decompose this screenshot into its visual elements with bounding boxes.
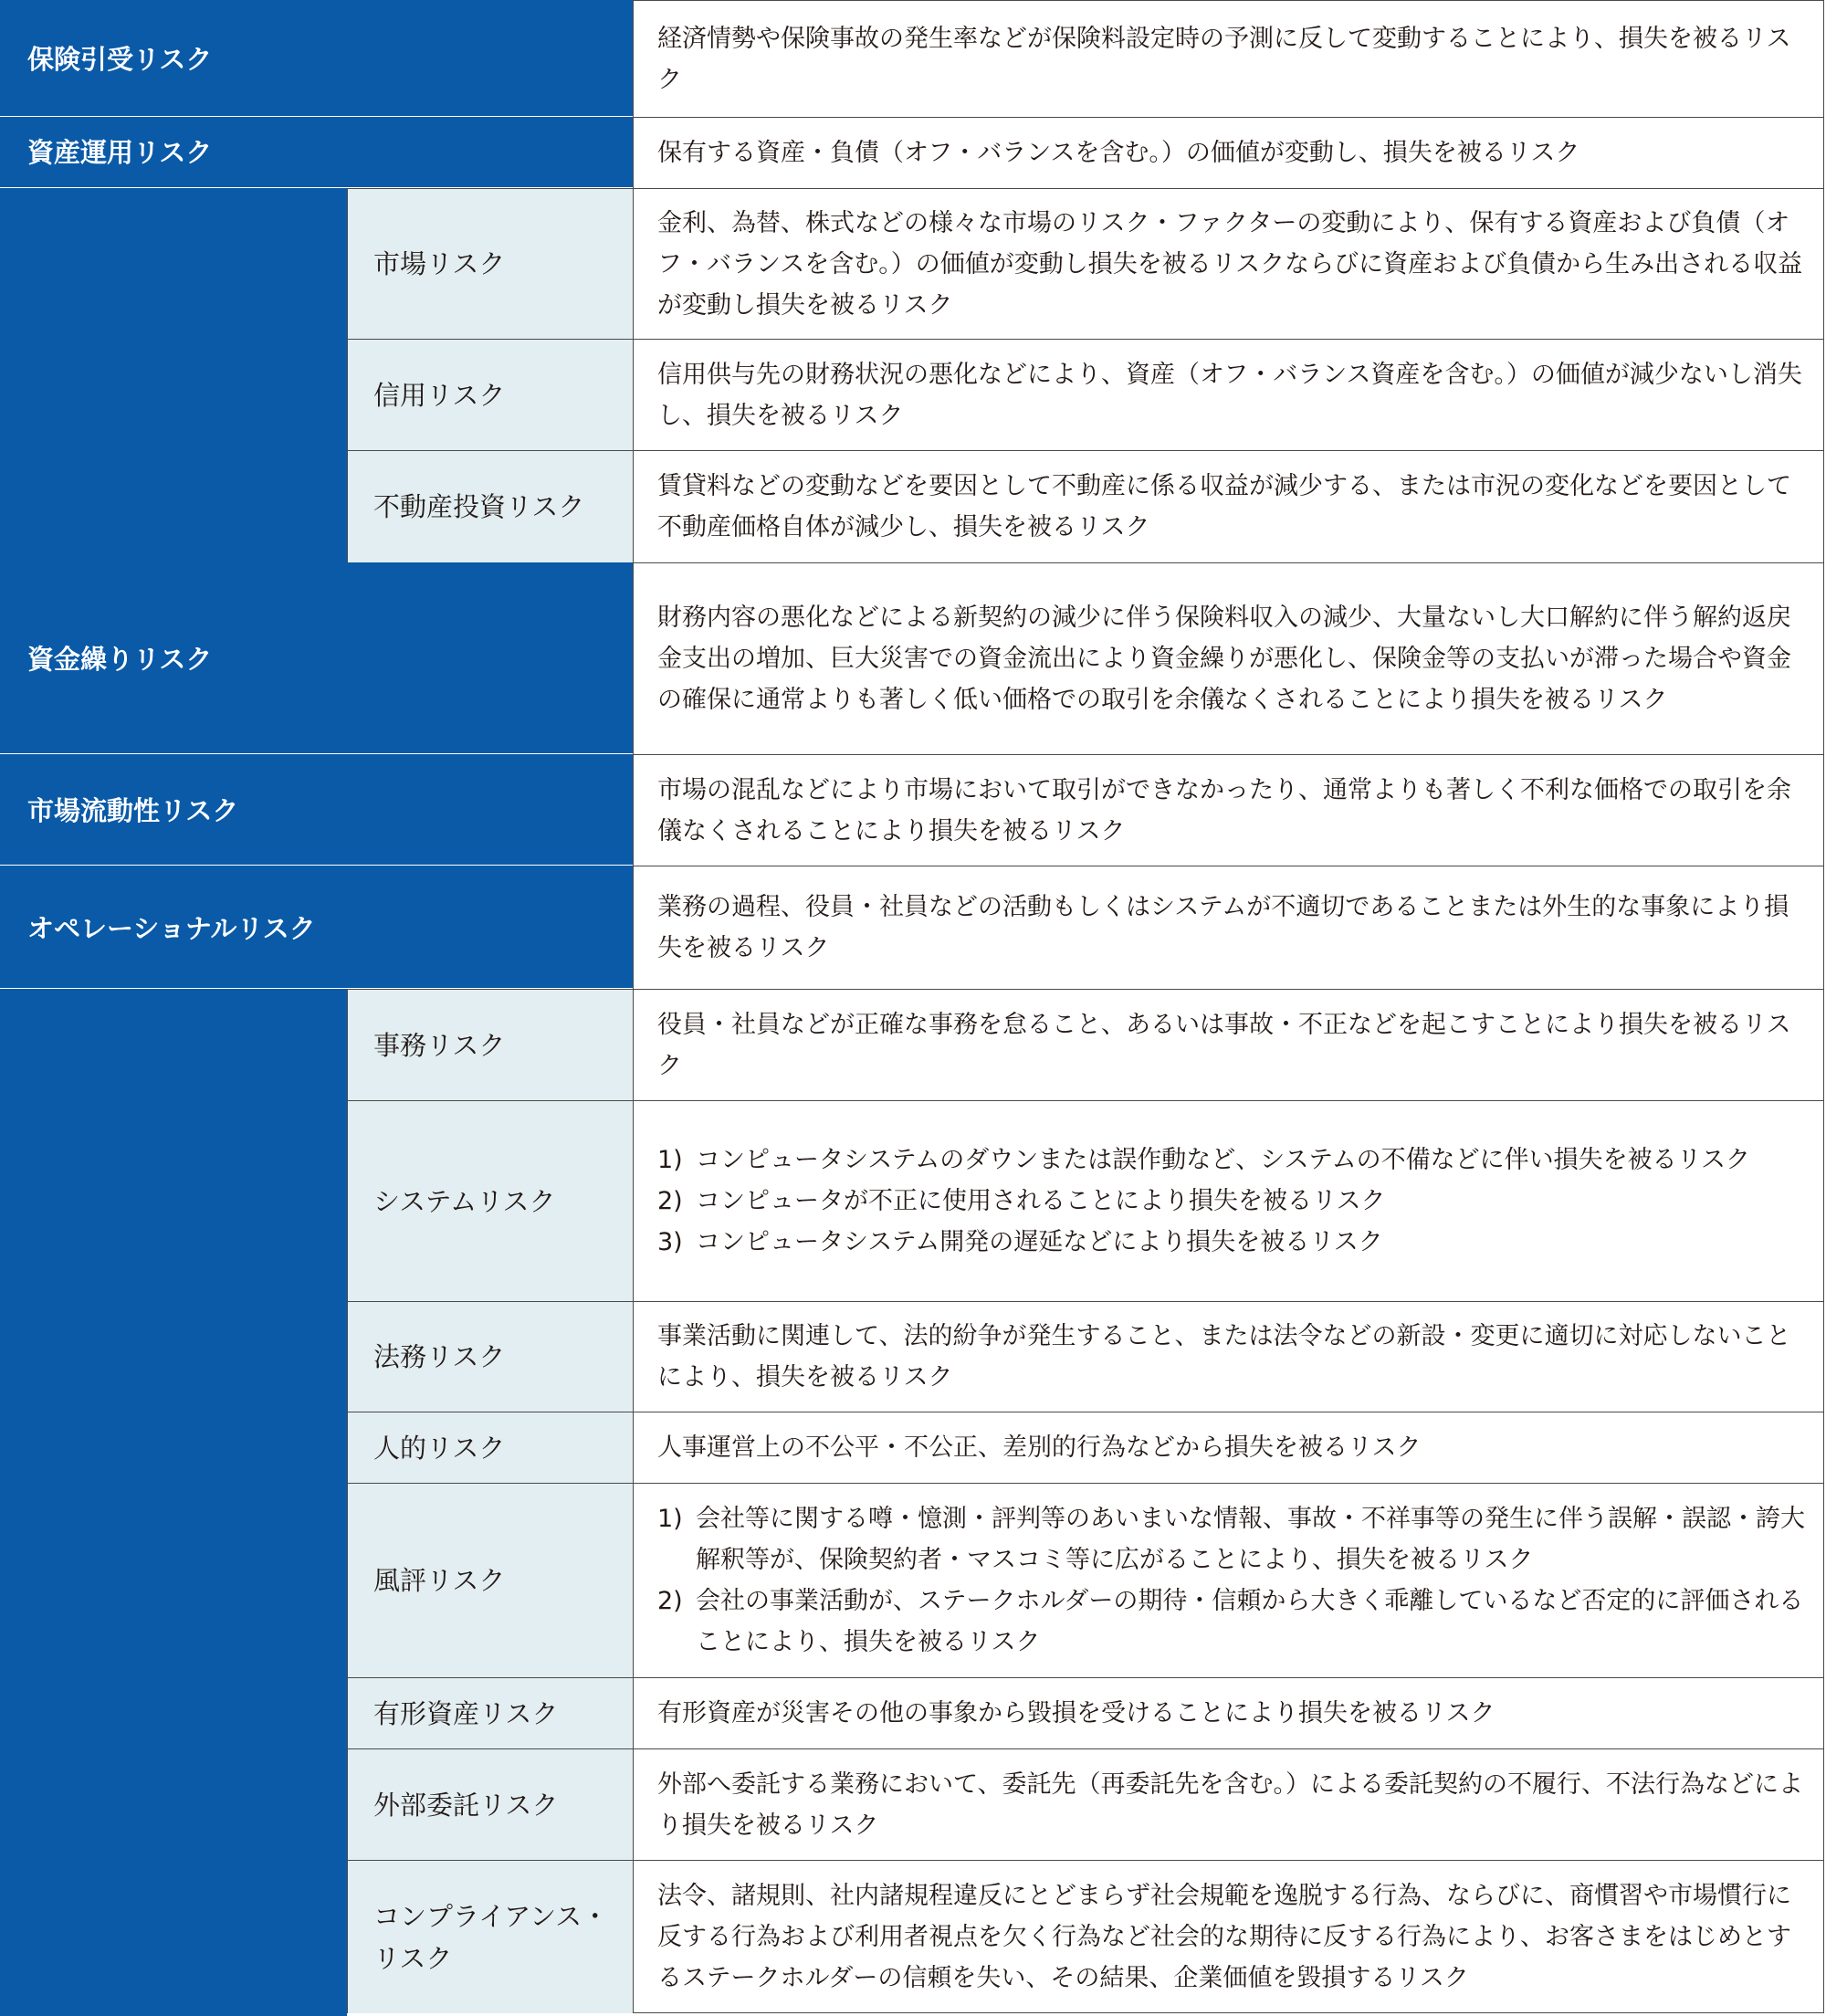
subcategory-label — [373, 1895, 608, 1979]
description-text: 法令、諸規則、社内諸規程違反にとどまらず社会規範を逸脱する行為、ならびに、商慣習や市場慣行に反する行為および利用者視点を欠く行為など社会的な期待に反する行為により、お客さまをはじめとするステークホルダーの信頼を失い、その結果、企業価値を毀損するリスク — [657, 1881, 1791, 1992]
description-market — [633, 188, 1824, 339]
subcategory-outsourcing — [347, 1748, 633, 1860]
category-underwriting — [0, 0, 633, 117]
list-text: 会社等に関する噂・憶測・評判等のあいまいな情報、事故・不祥事等の発生に伴う誤解・誤認・誇大解釈等が、保険契約者・マスコミ等に広がることにより、損失を被るリスク — [696, 1505, 1805, 1574]
subcategory-system — [347, 1100, 633, 1301]
list-text: 会社の事業活動が、ステークホルダーの期待・信頼から大きく乖離しているなど否定的に評価されることにより、損失を被るリスク — [696, 1587, 1804, 1656]
subcategory-label: 風評リスク — [373, 1565, 506, 1596]
category-panel-operational — [0, 989, 347, 2016]
subcategory-label: 不動産投資リスク — [373, 491, 585, 522]
subcategory-market — [347, 188, 633, 339]
list-item — [657, 1222, 1807, 1263]
description-system — [633, 1100, 1824, 1301]
list-text: コンピュータが不正に使用されることにより損失を被るリスク — [696, 1187, 1386, 1215]
category-operational — [0, 866, 633, 989]
description-credit — [633, 339, 1824, 450]
description-real-estate — [633, 450, 1824, 562]
subcategory-label: 人的リスク — [373, 1432, 506, 1464]
subcategory-legal — [347, 1301, 633, 1412]
subcategory-real-estate — [347, 450, 633, 562]
category-funding — [0, 562, 633, 754]
description-administrative — [633, 989, 1824, 1100]
category-label: 資金繰りリスク — [27, 644, 213, 675]
category-label: 保険引受リスク — [27, 44, 213, 75]
description-reputational — [633, 1483, 1824, 1677]
description-text: 有形資産が災害その他の事象から毀損を受けることにより損失を被るリスク — [657, 1699, 1495, 1727]
description-market-liquidity — [633, 754, 1824, 866]
description-text: 金利、為替、株式などの様々な市場のリスク・ファクターの変動により、保有する資産および負債（オフ・バランスを含む。）の価値が変動し損失を被るリスクならびに資産および負債から生み出される収益が変動し損失を被るリスク — [657, 208, 1803, 320]
category-asset-management — [0, 117, 633, 188]
description-text: 外部へ委託する業務において、委託先（再委託先を含む。）による委託契約の不履行、不法行為などにより損失を被るリスク — [657, 1769, 1803, 1840]
category-label: オペレーショナルリスク — [27, 912, 316, 944]
list-item — [657, 1498, 1807, 1580]
subcategory-label: 外部委託リスク — [373, 1789, 559, 1821]
description-text: 役員・社員などが正確な事務を怠ること、あるいは事故・不正などを起こすことにより損失を被るリスク — [657, 1010, 1791, 1080]
subcategory-human — [347, 1412, 633, 1483]
list-number: 3) — [657, 1228, 683, 1256]
subcategory-administrative — [347, 989, 633, 1100]
subcategory-tangible-assets — [347, 1677, 633, 1748]
list-item — [657, 1181, 1807, 1222]
description-text: 人事運営上の不公平・不公正、差別的行為などから損失を被るリスク — [657, 1433, 1422, 1462]
category-panel-asset-management — [0, 188, 347, 563]
numbered-list — [657, 1139, 1807, 1263]
category-label: 資産運用リスク — [27, 137, 213, 168]
description-text: 経済情勢や保険事故の発生率などが保険料設定時の予測に反して変動することにより、損失を被るリスク — [657, 24, 1791, 94]
subcategory-label-line2: リスク — [373, 1942, 453, 1974]
description-legal — [633, 1301, 1824, 1412]
description-funding — [633, 562, 1824, 754]
category-label: 市場流動性リスク — [27, 795, 239, 826]
subcategory-label: 事務リスク — [373, 1029, 506, 1061]
subcategory-credit — [347, 339, 633, 450]
subcategory-label: 法務リスク — [373, 1341, 506, 1372]
description-underwriting — [633, 0, 1824, 117]
description-text: 事業活動に関連して、法的紛争が発生すること、または法令などの新設・変更に適切に対応しないことにより、損失を被るリスク — [657, 1322, 1791, 1391]
subcategory-label: 有形資産リスク — [373, 1697, 559, 1729]
description-tangible-assets — [633, 1677, 1824, 1748]
description-human — [633, 1412, 1824, 1483]
description-outsourcing — [633, 1748, 1824, 1860]
category-market-liquidity — [0, 754, 633, 866]
subcategory-label: 市場リスク — [373, 248, 506, 279]
subcategory-label: 信用リスク — [373, 379, 506, 411]
numbered-list — [657, 1498, 1807, 1663]
description-text: 信用供与先の財務状況の悪化などにより、資産（オフ・バランス資産を含む。）の価値が減少ないし消失し、損失を被るリスク — [657, 360, 1802, 430]
list-text: コンピュータシステム開発の遅延などにより損失を被るリスク — [696, 1228, 1383, 1256]
subcategory-reputational — [347, 1483, 633, 1677]
list-number: 1) — [657, 1146, 683, 1174]
list-item — [657, 1580, 1807, 1663]
list-item — [657, 1139, 1807, 1181]
description-asset-management — [633, 117, 1824, 188]
list-number: 2) — [657, 1587, 683, 1615]
list-number: 2) — [657, 1187, 683, 1215]
list-number: 1) — [657, 1505, 683, 1533]
description-text: 財務内容の悪化などによる新契約の減少に伴う保険料収入の減少、大量ないし大口解約に伴う解約返戻金支出の増加、巨大災害での資金流出により資金繰りが悪化し、保険金等の支払いが滞った場合や資金の確保に通常よりも著しく低い価格での取引を余儀なくされることにより損失を被るリスク — [657, 604, 1791, 714]
subcategory-compliance — [347, 1860, 633, 2013]
description-text: 業務の過程、役員・社員などの活動もしくはシステムが不適切であることまたは外生的な事象により損失を被るリスク — [657, 893, 1789, 962]
description-text: 市場の混乱などにより市場において取引ができなかったり、通常よりも著しく不利な価格での取引を余儀なくされることにより損失を被るリスク — [657, 775, 1791, 845]
description-compliance — [633, 1860, 1824, 2013]
subcategory-label-line1: コンプライアンス・ — [373, 1900, 609, 1932]
description-text: 保有する資産・負債（オフ・バランスを含む。）の価値が変動し、損失を被るリスク — [657, 139, 1580, 167]
description-text: 賃貸料などの変動などを要因として不動産に係る収益が減少する、または市況の変化などを要因として不動産価格自体が減少し、損失を被るリスク — [657, 472, 1791, 541]
subcategory-label: システムリスク — [373, 1185, 556, 1217]
description-operational — [633, 866, 1824, 989]
list-text: コンピュータシステムのダウンまたは誤作動など、システムの不備などに伴い損失を被るリスク — [696, 1146, 1751, 1174]
